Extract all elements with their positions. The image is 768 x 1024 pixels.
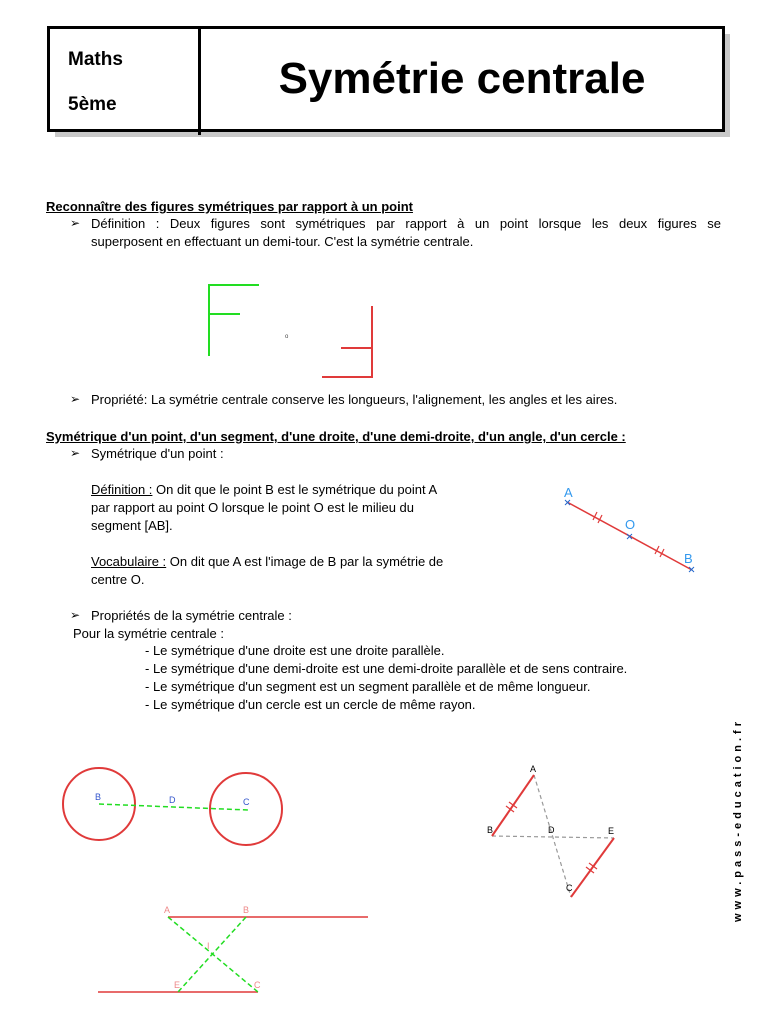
page-title: Symétrie centrale — [278, 54, 646, 103]
property-text: Propriété: La symétrie centrale conserve les longueurs, l'alignement, les angles et les aires. — [91, 392, 618, 407]
definition-line2: superposent en effectuant un demi-tour. C'est la symétrie centrale. — [91, 234, 474, 249]
vocab-line2: centre O. — [91, 572, 145, 587]
prop-item: - Le symétrique d'une demi-droite est une demi-droite parallèle et de sens contraire. — [145, 661, 628, 676]
bullet-arrow-icon: ➢ — [70, 608, 81, 622]
point-o-label: O — [625, 517, 636, 532]
def-line3: segment [AB]. — [91, 518, 173, 533]
figure-segment-ab — [564, 485, 694, 572]
line-e-label: E — [174, 980, 181, 990]
center-point-label: o — [285, 334, 289, 340]
definition-text: Deux figures sont symétriques par rapport à un point lorsque les deux figures se — [169, 216, 721, 231]
line-a-label: A — [164, 905, 171, 915]
grade-label: 5ème — [68, 94, 117, 115]
point-title: Symétrique d'un point : — [91, 446, 224, 461]
figure-circles — [63, 768, 282, 845]
vocab-text: On dit que A est l'image de B par la symétrie de — [169, 554, 444, 569]
sidebar-website: www.pass-education.fr — [732, 718, 744, 923]
def-text: On dit que le point B est le symétrique du point A — [156, 482, 438, 497]
point-b-label: B — [684, 551, 693, 566]
figure-parallel-lines — [98, 905, 368, 992]
figure-f-original — [209, 284, 259, 356]
quad-a-label: A — [530, 764, 537, 774]
props-intro: Pour la symétrie centrale : — [73, 626, 225, 641]
quad-b-label: B — [487, 825, 494, 835]
section1-heading: Reconnaître des figures symétriques par rapport à un point — [46, 199, 413, 214]
bullet-arrow-icon: ➢ — [70, 216, 81, 230]
bullet-arrow-icon: ➢ — [70, 392, 81, 406]
prop-item: - Le symétrique d'une droite est une droite parallèle. — [145, 643, 445, 658]
bullet-arrow-icon: ➢ — [70, 446, 81, 460]
circle-c-label: C — [243, 797, 250, 807]
quad-e-label: E — [608, 826, 615, 836]
prop-item: - Le symétrique d'un cercle est un cercle de même rayon. — [145, 697, 476, 712]
figure-f-symmetric — [322, 306, 372, 378]
figure-quadrilateral — [487, 764, 614, 897]
definition-label: Définition : — [91, 216, 160, 231]
section2-heading: Symétrique d'un point, d'un segment, d'une droite, d'une demi-droite, d'un angle, d'un cercle : — [46, 429, 626, 444]
quad-c-label: C — [566, 883, 573, 893]
line-c-label: C — [254, 980, 261, 990]
def-line2: par rapport au point O lorsque le point O est le milieu du — [91, 500, 415, 515]
vocab-label: Vocabulaire : — [91, 554, 167, 569]
line-i-label: I — [207, 941, 210, 951]
def-label: Définition : — [91, 482, 153, 497]
line-b-label: B — [243, 905, 250, 915]
point-a-label: A — [564, 485, 573, 500]
circle-d-label: D — [169, 795, 176, 805]
circle-b-label: B — [95, 792, 102, 802]
quad-d-label: D — [548, 825, 555, 835]
subject-label: Maths — [68, 49, 123, 70]
props-title: Propriétés de la symétrie centrale : — [91, 608, 292, 623]
prop-item: - Le symétrique d'un segment est un segment parallèle et de même longueur. — [145, 679, 591, 694]
